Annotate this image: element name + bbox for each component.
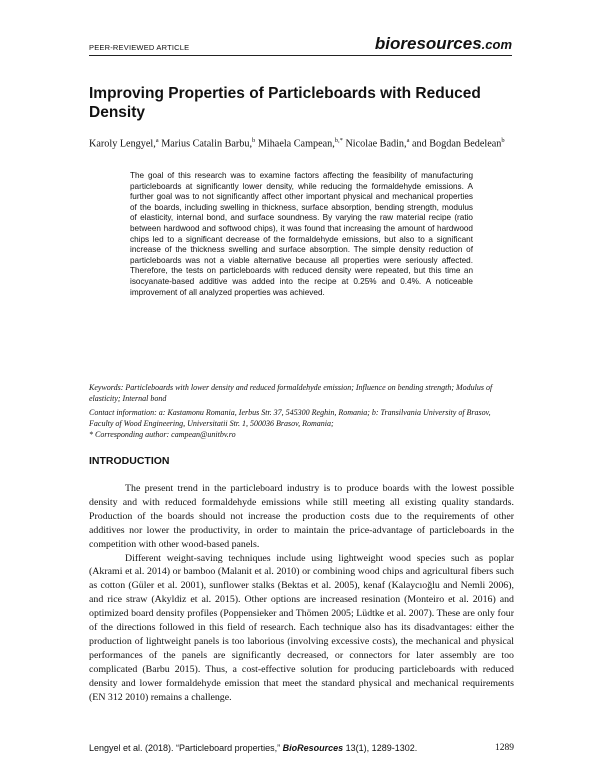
introduction-body: [89, 482, 514, 705]
abstract: The goal of this research was to examine factors affecting the feasibility of manufacturing particleboards at significantly lower density, while reducing the formaldehyde emissions. A further goal was to not significantly affect other important physical and mechanical properties of the boards, including swelling in thickness, surface absorption, bending strength, modulus of elasticity, internal bond, and surface soundness. By varying the raw material recipe (ratio between hardwood and softwood chips), it was found that increasing the amount of hardwood chips led to a significant decrease of the formaldehyde emissions, but also to a significant increase of the thickness swelling and surface absorption. The simple density reduction of particleboards was not a viable alternative because all properties were seriously affected. Therefore, the tests on particleboards with reduced density were repeated, but this time an isocyanate-based additive was added into the recipe at 0.25% and 0.4%. A noticeable improvement of all analyzed properties was achieved.: [130, 171, 473, 297]
header-rule: [89, 55, 512, 56]
citation-authors: Lengyel et al. (2018). “Particleboard properties,”: [89, 743, 281, 753]
paper-title: Improving Properties of Particleboards with Reduced Density: [89, 85, 481, 121]
journal-brand: [375, 34, 512, 54]
corresponding-author: * Corresponding author: campean@unitbv.ro: [89, 430, 236, 439]
brand-name: bioresources: [374, 34, 482, 53]
author: Mihaela Campean,: [257, 138, 335, 150]
author-affiliation: a: [155, 137, 159, 144]
paragraph: The present trend in the particleboard industry is to produce boards with the lowest possible density and with reduced formaldehyde emissions while still meeting all existing quality standards. Production of the boards should not increase the production costs due to the requirements of other additives nor lower the productivity, in order to maintain the price-advantage of particleboards in the competition with other wood-based panels.: [89, 483, 514, 550]
author: Nicolae Badin,: [345, 138, 407, 150]
contact-affiliations: Contact information: a: Kastamonu Romania, Ierbus Str. 37, 545300 Reghin, Romania; b: Transilvania University of Brasov, Faculty of Wood Engineering, Universitatii Str. 1, 500036 Brasov, Romania;: [89, 408, 491, 428]
author-affiliation: b,*: [334, 137, 343, 144]
author-list: [89, 133, 519, 151]
author: Karoly Lengyel,: [89, 138, 156, 150]
header-label: PEER-REVIEWED ARTICLE: [89, 43, 190, 52]
citation-volume: 13(1), 1289-1302.: [345, 743, 418, 753]
journal-name: BioResources: [282, 743, 344, 753]
section-heading: INTRODUCTION: [89, 455, 170, 467]
author-affiliation: b: [252, 137, 256, 144]
author: and Bogdan Bedelean: [412, 138, 502, 150]
page-number: 1289: [495, 743, 514, 753]
author-affiliation: b: [501, 137, 505, 144]
contact-information: [89, 407, 514, 440]
author: Marius Catalin Barbu,: [161, 138, 253, 150]
brand-suffix: .com: [481, 37, 512, 52]
footer-citation: [89, 743, 417, 753]
author-affiliation: a: [406, 137, 410, 144]
paragraph: Different weight-saving techniques include using lightweight wood species such as poplar (Akrami et al. 2014) or bamboo (Malanit et al. 2010) or combining wood chips and agricultural fibers such as cotton (Güler et al. 2001), sunflower stalks (Bektas et al. 2005), kenaf (Kalaycıoğlu and Nemli 2006), and rice straw (Akyldiz et al. 2015). Other options are increased resination (Monteiro et al. 2016) and optimized board density profiles (Poppensieker and Thömen 2005; Lüdtke et al. 2007). These are only four of the directions followed in this field of research. Each technique also has its disadvantages: either the production of lightweight panels is too laborious (involving excessive costs), the mechanical and physical performances of the panels are significantly decreased, or connectors for later assembly are too complicated (Barbu 2015). Thus, a cost-effective solution for producing particleboards with reduced density and lower formaldehyde emission that meet the standard physical and mechanical requirements (EN 312 2010) remains a challenge.: [89, 552, 514, 703]
keywords: Keywords: Particleboards with lower density and reduced formaldehyde emission; Influence on bending strength; Modulus of elasticity; Internal bond: [89, 383, 493, 403]
